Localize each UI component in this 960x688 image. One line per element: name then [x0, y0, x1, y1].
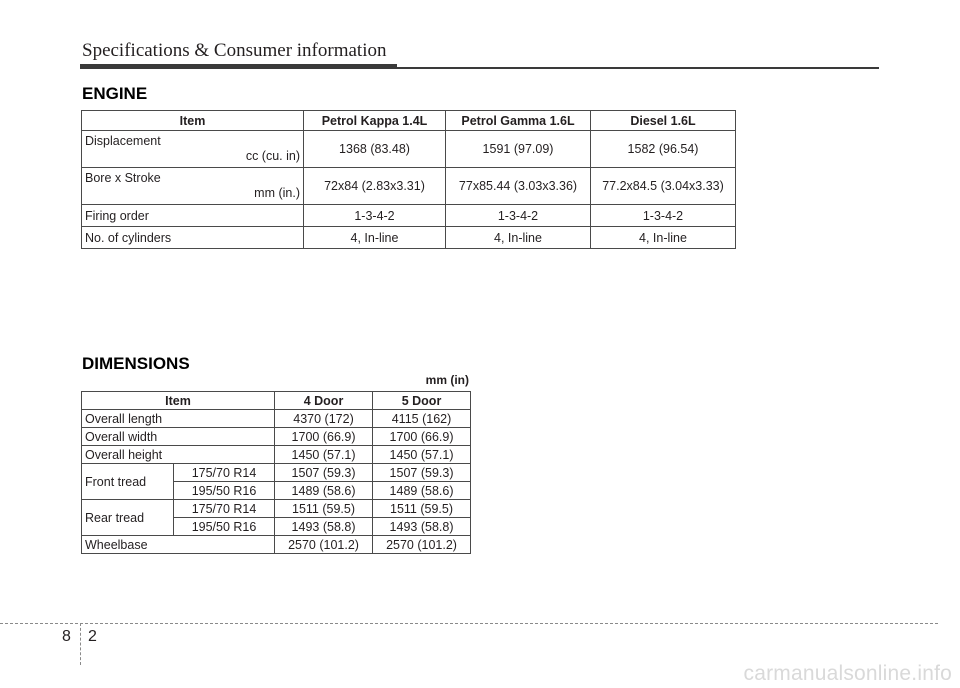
table-cell: 1700 (66.9)	[373, 428, 471, 446]
table-row	[82, 131, 736, 168]
dim-row-label: Wheelbase	[82, 536, 275, 554]
dim-col-item: Item	[82, 392, 275, 410]
dim-row-label: Front tread	[82, 464, 174, 500]
table-cell: 4115 (162)	[373, 410, 471, 428]
dim-col-4door: 4 Door	[275, 392, 373, 410]
row-item-name: Displacement	[85, 134, 161, 148]
table-cell: 1507 (59.3)	[373, 464, 471, 482]
engine-col-item: Item	[82, 111, 304, 131]
engine-row-label	[82, 168, 304, 205]
dim-col-5door: 5 Door	[373, 392, 471, 410]
table-row	[82, 446, 471, 464]
site-watermark: carmanualsonline.info	[743, 662, 952, 685]
page-section-number: 8	[62, 628, 71, 645]
table-row	[82, 536, 471, 554]
table-cell: 1450 (57.1)	[373, 446, 471, 464]
table-cell: 1-3-4-2	[591, 205, 736, 227]
table-row	[82, 410, 471, 428]
table-cell: 4, In-line	[304, 227, 446, 249]
table-cell: 72x84 (2.83x3.31)	[304, 168, 446, 205]
row-item-name: Bore x Stroke	[85, 171, 161, 185]
engine-col-gamma: Petrol Gamma 1.6L	[446, 111, 591, 131]
dimensions-units-note: mm (in)	[425, 373, 469, 387]
dim-row-label: Overall width	[82, 428, 275, 446]
row-unit: mm (in.)	[254, 186, 300, 200]
engine-header-row	[82, 111, 736, 131]
table-cell: 1-3-4-2	[304, 205, 446, 227]
footer-divider	[0, 623, 938, 624]
table-cell: 4370 (172)	[275, 410, 373, 428]
table-cell: 1450 (57.1)	[275, 446, 373, 464]
table-cell: 1493 (58.8)	[275, 518, 373, 536]
table-cell: 1368 (83.48)	[304, 131, 446, 168]
table-cell: 1493 (58.8)	[373, 518, 471, 536]
tire-size-cell: 175/70 R14	[174, 500, 275, 518]
engine-section-title: ENGINE	[82, 84, 148, 103]
table-cell: 2570 (101.2)	[275, 536, 373, 554]
table-row	[82, 500, 471, 518]
engine-spec-table	[81, 110, 736, 249]
table-cell: 1591 (97.09)	[446, 131, 591, 168]
dimensions-spec-table	[81, 391, 471, 554]
dim-row-label: Overall length	[82, 410, 275, 428]
table-cell: 4, In-line	[446, 227, 591, 249]
engine-col-diesel: Diesel 1.6L	[591, 111, 736, 131]
tire-size-cell: 195/50 R16	[174, 518, 275, 536]
table-cell: 1489 (58.6)	[373, 482, 471, 500]
engine-row-label: No. of cylinders	[82, 227, 304, 249]
header-rule-thick	[80, 64, 397, 69]
table-cell: 1511 (59.5)	[373, 500, 471, 518]
dimensions-header-row	[82, 392, 471, 410]
page-number: 2	[88, 628, 97, 645]
page-header-title: Specifications & Consumer information	[82, 40, 387, 61]
dimensions-section-title: DIMENSIONS	[82, 354, 190, 373]
row-unit: cc (cu. in)	[245, 149, 300, 163]
table-cell: 77x85.44 (3.03x3.36)	[446, 168, 591, 205]
table-cell: 1507 (59.3)	[275, 464, 373, 482]
table-row	[82, 227, 736, 249]
table-cell: 2570 (101.2)	[373, 536, 471, 554]
table-cell: 1700 (66.9)	[275, 428, 373, 446]
table-row	[82, 205, 736, 227]
dim-row-label: Overall height	[82, 446, 275, 464]
table-cell: 1582 (96.54)	[591, 131, 736, 168]
footer-page-divider	[80, 623, 81, 665]
table-cell: 1-3-4-2	[446, 205, 591, 227]
tire-size-cell: 175/70 R14	[174, 464, 275, 482]
dim-row-label: Rear tread	[82, 500, 174, 536]
table-row	[82, 428, 471, 446]
tire-size-cell: 195/50 R16	[174, 482, 275, 500]
table-cell: 77.2x84.5 (3.04x3.33)	[591, 168, 736, 205]
table-row	[82, 168, 736, 205]
header-rule-thin	[397, 67, 879, 69]
table-cell: 1489 (58.6)	[275, 482, 373, 500]
engine-row-label: Firing order	[82, 205, 304, 227]
table-cell: 1511 (59.5)	[275, 500, 373, 518]
table-row	[82, 464, 471, 482]
engine-col-kappa: Petrol Kappa 1.4L	[304, 111, 446, 131]
engine-row-label	[82, 131, 304, 168]
table-cell: 4, In-line	[591, 227, 736, 249]
